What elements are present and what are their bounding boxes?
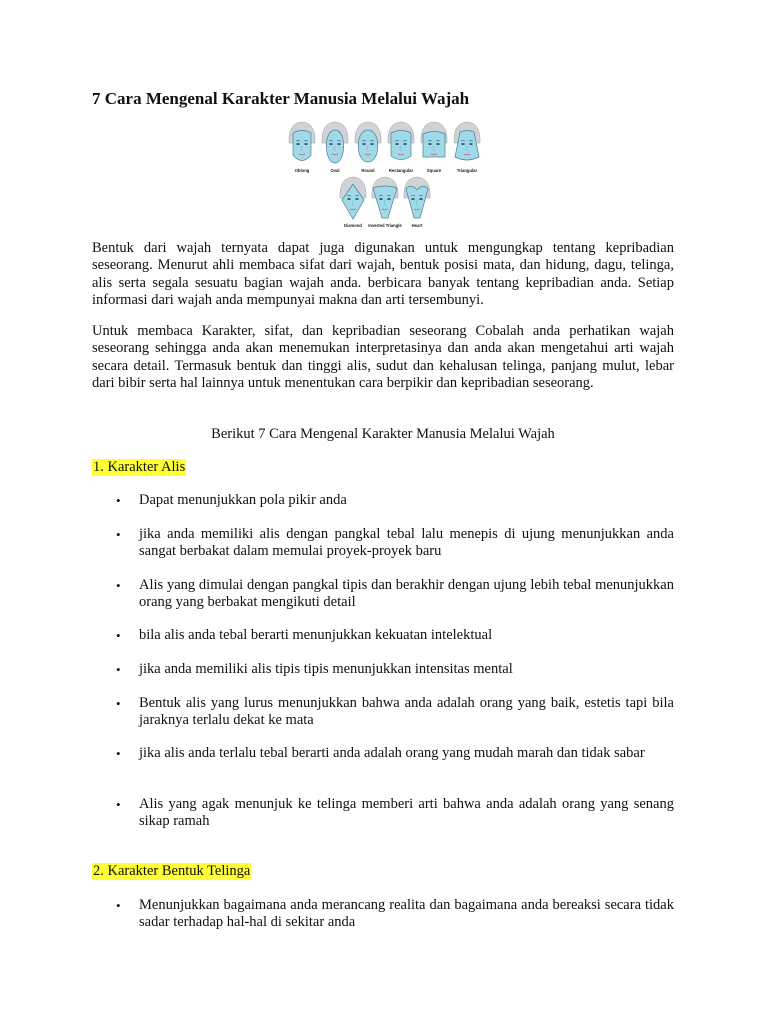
section-heading-karakter-alis: 1. Karakter Alis [93, 459, 186, 475]
face-square [421, 122, 447, 173]
paragraph-intro: Bentuk dari wajah ternyata dapat juga digunakan untuk mengungkap tentang kepribadian seseorang. Menurut ahli membaca sifat dari wajah, bentuk posisi mata, dan hidung, dagu, telinga, alis serta segala sesuatu bagian wajah anda. berbicara banyak tentang kepribadian anda. Setiap informasi dari wajah anda mempunyai makna dan arti tersembunyi. [92, 240, 674, 309]
list-item: Bentuk alis yang lurus menunjukkan bahwa anda adalah orang yang baik, estetis tapi bila jaraknya terlalu dekat ke mata [139, 695, 674, 729]
bullet-icon: • [116, 898, 121, 913]
bullet-icon: • [116, 628, 121, 643]
face-label: Triangular [456, 168, 478, 173]
list-item: bila alis anda tebal berarti menunjukkan kekuatan intelektual [139, 627, 493, 643]
face-oval [322, 122, 348, 173]
face-label: Oval [330, 168, 340, 173]
face-heart [404, 177, 430, 228]
face-label: Round [361, 168, 375, 173]
bullet-icon: • [116, 662, 121, 677]
face-triangular [454, 122, 480, 173]
list-item: Alis yang agak menunjuk ke telinga memberi arti bahwa anda adalah orang yang senang sikap ramah [139, 796, 674, 830]
face-shapes-illustration [285, 121, 485, 231]
section-intro-line: Berikut 7 Cara Mengenal Karakter Manusia Melalui Wajah [211, 426, 555, 442]
face-rectangular [388, 122, 414, 173]
paragraph-reading: Untuk membaca Karakter, sifat, dan kepribadian seseorang Cobalah anda perhatikan wajah seseorang sehingga anda akan menemukan interpretasinya dan anda akan mengetahui arti wajah secara detail. Termasuk bentuk dan tinggi alis, sudut dan kehalusan telinga, panjang mulut, lebar dari bibir serta hal lainnya untuk menentukan cara berpikir dan kepribadian seseorang. [92, 323, 674, 392]
face-oblong [289, 122, 315, 173]
bullet-icon: • [116, 578, 121, 593]
face-label: Inverted Triangle [368, 223, 402, 228]
face-label: Heart [411, 223, 423, 228]
section-heading-karakter-bentuk-telinga: 2. Karakter Bentuk Telinga [93, 863, 251, 879]
face-round [355, 122, 381, 173]
bullet-icon: • [116, 527, 121, 542]
list-item: jika anda memiliki alis dengan pangkal tebal lalu menepis di ujung menunjukkan anda sangat berbakat dalam memulai proyek-proyek baru [139, 526, 674, 560]
bullet-icon: • [116, 696, 121, 711]
face-diamond [340, 177, 366, 228]
bullet-icon: • [116, 493, 121, 508]
list-item: jika anda memiliki alis tipis tipis menunjukkan intensitas mental [139, 661, 513, 677]
list-item: Menunjukkan bagaimana anda merancang realita dan bagaimana anda bereaksi secara tidak sadar terhadap hal-hal di sekitar anda [139, 897, 674, 931]
list-item: jika alis anda terlalu tebal berarti anda adalah orang yang mudah marah dan tidak sabar [139, 745, 645, 761]
face-label: Rectangular [388, 168, 414, 173]
list-item: Alis yang dimulai dengan pangkal tipis dan berakhir dengan ujung lebih tebal menunjukkan orang yang berbakat mengikuti detail [139, 577, 674, 611]
document-title: 7 Cara Mengenal Karakter Manusia Melalui Wajah [92, 89, 470, 108]
list-item: Dapat menunjukkan pola pikir anda [139, 492, 347, 508]
face-inverted-triangle [368, 177, 402, 228]
face-label: Oblong [294, 168, 310, 173]
bullet-icon: • [116, 746, 121, 761]
bullet-icon: • [116, 797, 121, 812]
face-label: Diamond [344, 223, 362, 228]
face-label: Square [426, 168, 442, 173]
